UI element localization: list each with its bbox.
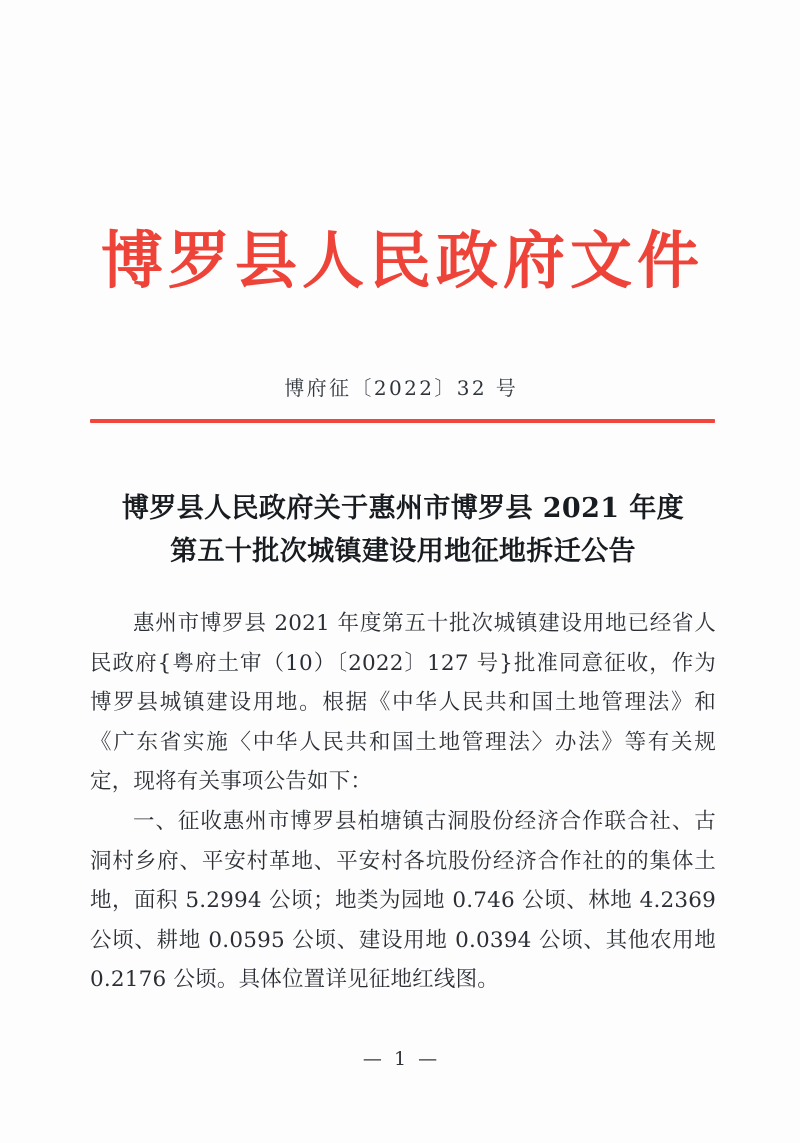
issuing-authority-title: 博罗县人民政府文件 — [100, 224, 704, 297]
paragraph-article-one: 一、征收惠州市博罗县柏塘镇古洞股份经济合作联合社、古洞村乡府、平安村革地、平安村各坑股份经济合作社的的集体土地，面积 5.2994 公顷；地类为园地 0.746 公顷、林地 4.2369 公顷、耕地 0.0595 公顷、建设用地 0.0394 公顷、其他农用地 0.2176 公顷。具体位置详见征地红线图。 — [90, 808, 716, 993]
red-separator-rule — [90, 419, 715, 423]
page-title-line-1: 博罗县人民政府关于惠州市博罗县 2021 年度 — [121, 493, 685, 524]
document-serial-number: 博府征〔2022〕32 号 — [284, 376, 519, 400]
masthead — [0, 224, 800, 297]
page-number-footer: — 1 — — [362, 1048, 441, 1070]
page-title — [88, 487, 718, 573]
body-content — [90, 604, 716, 1000]
page-title-line-2: 第五十批次城镇建设用地征地拆迁公告 — [170, 536, 636, 567]
paragraph-preamble: 惠州市博罗县 2021 年度第五十批次城镇建设用地已经省人民政府{粤府土审（10）〔2022〕127 号}批准同意征收，作为博罗县城镇建设用地。根据《中华人民共和国土地管理法》和《广东省实施〈中华人民共和国土地管理法〉办法》等有关规定，现将有关事项公告如下： — [90, 611, 716, 795]
